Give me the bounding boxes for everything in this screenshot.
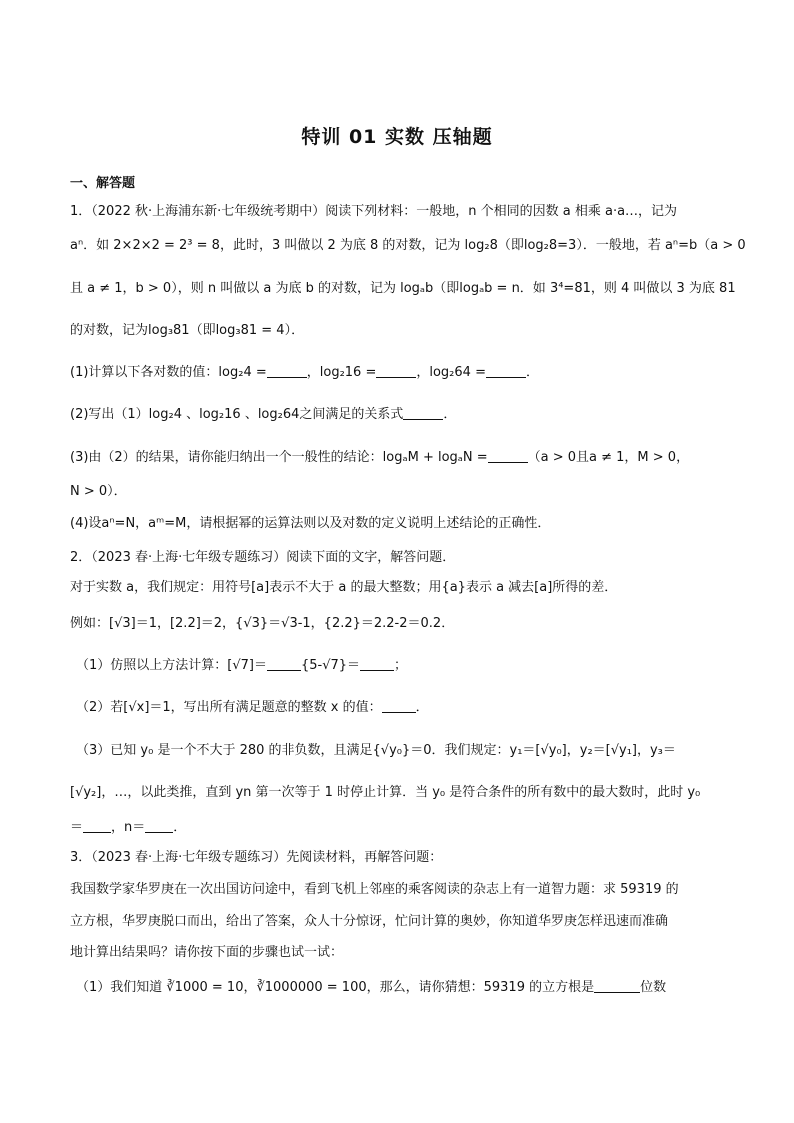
q2-part-3: （3）已知 y₀ 是一个不大于 280 的非负数，且满足{√y₀}＝0．我们规定：y₁＝[√y₀]，y₂＝[√y₁]，y₃＝ [76, 743, 676, 758]
q2-part-1-text-a: （1）仿照以上方法计算：[√7]＝ [76, 658, 267, 673]
answer-blank[interactable] [403, 407, 443, 420]
q1-part-1-text-b: ，log₂16 = [306, 365, 377, 380]
q3-line-2: 我国数学家华罗庚在一次出国访问途中，看到飞机上邻座的乘客阅读的杂志上有一道智力题：求 59319 的 [70, 882, 679, 897]
section-heading: 一、解答题 [70, 176, 136, 191]
q2-part-3-cont: [√y₂]，…，以此类推，直到 yn 第一次等于 1 时停止计算．当 y₀ 是符合条件的所有数中的最大数时，此时 y₀ [70, 785, 701, 800]
q1-part-1-text-d: ． [525, 365, 539, 380]
q2-part-2 [76, 696, 736, 715]
q3-line-4: 地计算出结果吗？请你按下面的步骤也试一试： [70, 945, 344, 960]
q1-part-3 [70, 446, 730, 465]
q2-part-3-answers [70, 816, 730, 835]
q3-part-1 [76, 976, 736, 995]
q2-part-3-text-e: ． [173, 820, 187, 835]
q3-part-1-text-a: （1）我们知道 ∛1000 = 10，∛1000000 = 100，那么，请你猜想：59319 的立方根是 [76, 980, 595, 995]
q1-part-1 [70, 361, 730, 380]
q1-part-3-text-a: (3)由（2）的结果，请你能归纳出一个一般性的结论：logₐM + logₐN = [70, 450, 488, 465]
answer-blank[interactable] [488, 450, 528, 463]
answer-blank[interactable] [486, 365, 526, 378]
q1-part-4: (4)设aⁿ=N，aᵐ=M，请根据幂的运算法则以及对数的定义说明上述结论的正确性． [70, 516, 551, 531]
q3-line-3: 立方根，华罗庚脱口而出，给出了答案，众人十分惊讶，忙问计算的奥妙，你知道华罗庚怎样迅速而准确 [70, 914, 669, 929]
q2-line-3: 例如：[√3]＝1，[2.2]＝2，{√3}＝√3-1，{2.2}＝2.2-2＝0.2． [70, 616, 455, 631]
q2-part-1-text-c: ； [394, 658, 408, 673]
answer-blank[interactable] [83, 820, 111, 833]
page-title: 特训 01 实数 压轴题 [301, 126, 493, 148]
answer-blank[interactable] [376, 365, 416, 378]
q1-line-2: aⁿ．如 2×2×2 = 2³ = 8，此时，3 叫做以 2 为底 8 的对数，记为 log₂8（即log₂8=3）．一般地，若 aⁿ=b（a > 0 [70, 238, 746, 253]
q2-part-2-text-b: ． [415, 700, 429, 715]
q1-part-2 [70, 403, 730, 422]
q2-line-2: 对于实数 a，我们规定：用符号[a]表示不大于 a 的最大整数；用{a}表示 a 减去[a]所得的差． [70, 580, 618, 595]
q2-part-1 [76, 654, 736, 673]
q3-line-1: 3．（2023 春·上海·七年级专题练习）先阅读材料，再解答问题： [70, 850, 443, 865]
answer-blank[interactable] [267, 658, 301, 671]
q2-part-2-text-a: （2）若[√x]＝1，写出所有满足题意的整数 x 的值： [76, 700, 382, 715]
q1-part-2-text-b: ． [443, 407, 457, 422]
q1-part-1-text-a: (1)计算以下各对数的值：log₂4 = [70, 365, 267, 380]
q2-part-1-text-b: {5-√7}＝ [300, 658, 361, 673]
q2-part-3-text-c: ＝ [70, 820, 84, 835]
q2-line-1: 2．（2023 春·上海·七年级专题练习）阅读下面的文字，解答问题． [70, 550, 456, 565]
answer-blank[interactable] [267, 365, 307, 378]
answer-blank[interactable] [382, 700, 416, 713]
q1-part-1-text-c: ，log₂64 = [416, 365, 486, 380]
q1-line-3: 且 a ≠ 1，b > 0），则 n 叫做以 a 为底 b 的对数，记为 logₐb（即logₐb = n．如 3⁴=81，则 4 叫做以 3 为底 81 [70, 281, 736, 296]
q1-line-1: 1．（2022 秋·上海浦东新·七年级统考期中）阅读下列材料：一般地，n 个相同的因数 a 相乘 a·a…，记为 [70, 204, 678, 219]
answer-blank[interactable] [360, 658, 394, 671]
q1-part-3-text-b: （a > 0且a ≠ 1，M > 0， [527, 450, 690, 465]
answer-blank[interactable] [145, 820, 173, 833]
q1-line-4: 的对数，记为log₃81（即log₃81 = 4）． [70, 323, 305, 338]
q1-part-2-text-a: (2)写出（1）log₂4 、log₂16 、log₂64之间满足的关系式 [70, 407, 404, 422]
q1-part-3-cont: N > 0）． [70, 484, 127, 499]
q3-part-1-text-b: 位数 [640, 980, 667, 995]
q2-part-3-text-d: ，n＝ [111, 820, 146, 835]
answer-blank[interactable] [594, 980, 640, 993]
